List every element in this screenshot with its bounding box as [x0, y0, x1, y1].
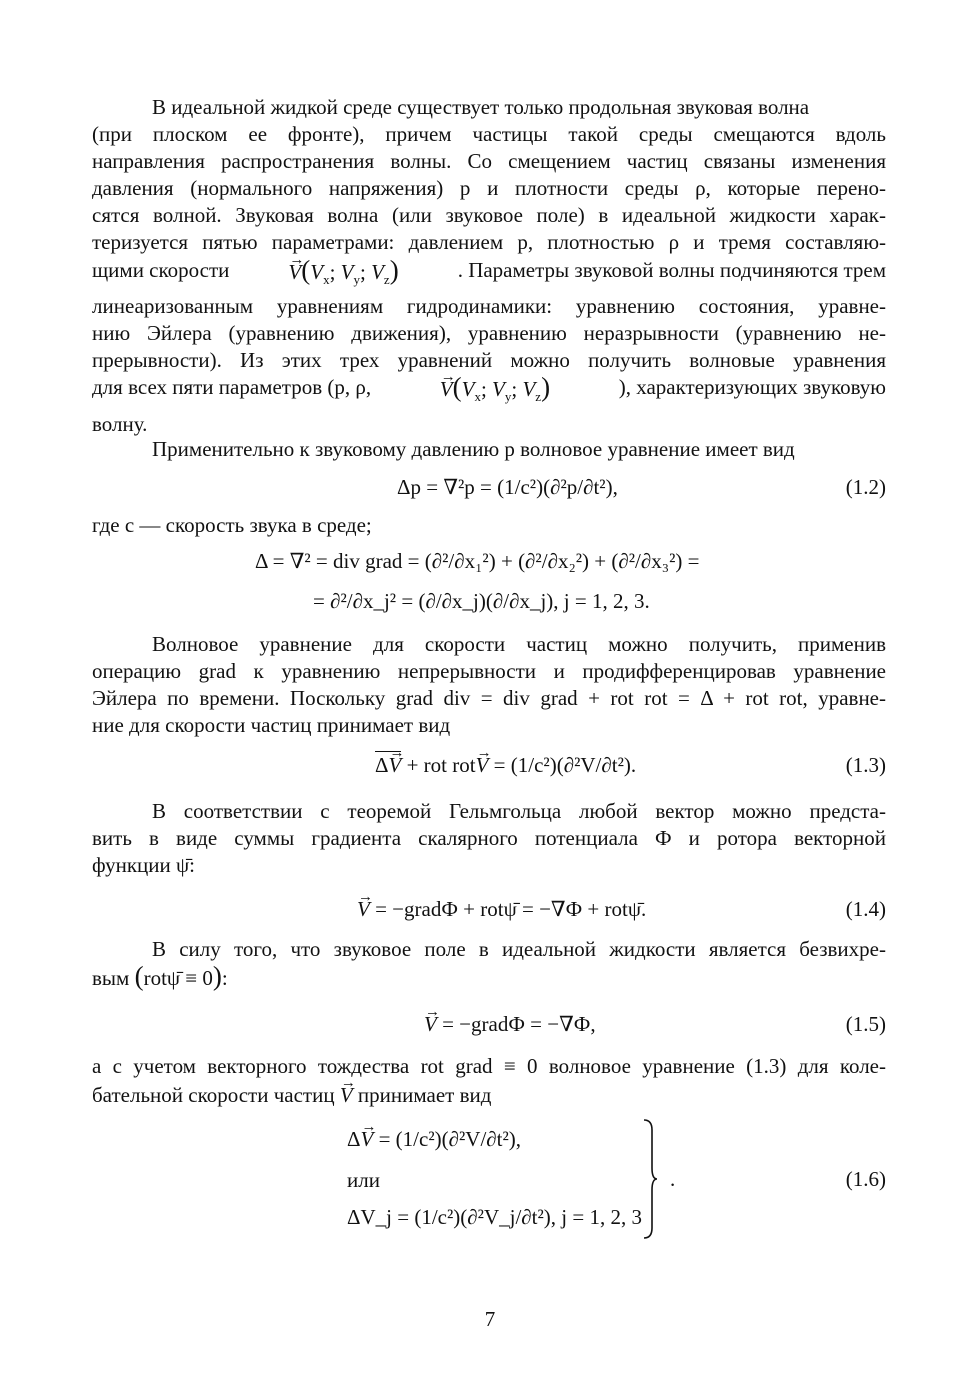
- text-fragment: принимает вид: [357, 1083, 492, 1107]
- equation-number: (1.3): [845, 753, 886, 777]
- text-line: Волновое уравнение для скорости частиц можно получить, применив: [152, 632, 886, 656]
- text-fragment: бательной скорости частиц: [92, 1083, 335, 1107]
- equation-1-5: → V = −gradФ = −∇Ф,: [424, 1011, 596, 1038]
- equation-1-6-dot: .: [670, 1167, 676, 1191]
- text-line: а с учетом векторного тождества rot grad ≡ 0 волновое уравнение (1.3) для коле-: [92, 1054, 886, 1078]
- text-line: прерывности). Из этих трех уравнений можно получить волновые уравнения: [92, 348, 886, 372]
- equation-fragment: = −gradФ = −∇Ф,: [436, 1012, 596, 1036]
- text-line: ние для скорости частиц принимает вид: [92, 713, 451, 737]
- text-fragment: для всех пяти параметров (p, ρ,: [92, 375, 372, 399]
- equation-1-2: Δp = ∇²p = (1/c²)(∂²p/∂t²),: [397, 475, 618, 499]
- text-line: теризуется пятью параметрами: давлением p, плотностью ρ и тремя составляю-: [92, 230, 886, 254]
- laplacian-definition-line1: Δ = ∇² = div grad = (∂²/∂x₁²) + (∂²/∂x₂²) + (∂²/∂x₃²) =: [255, 549, 700, 573]
- text-line: сятся волной. Звуковая волна (или звуковое поле) в идеальной жидкости харак-: [92, 203, 886, 227]
- text-fragment: вым: [92, 966, 130, 990]
- text-fragment: :: [221, 966, 228, 990]
- text-line-oscillatory: бательной скорости частиц → V принимает вид: [92, 1082, 886, 1109]
- equation-number: (1.4): [845, 897, 886, 921]
- text-line: Эйлера по времени. Поскольку grad div = div grad + rot rot = Δ + rot rot, уравне-: [92, 686, 886, 710]
- laplacian-definition-line2: = ∂²/∂x_j² = (∂/∂x_j)(∂/∂x_j), j = 1, 2, 3.: [313, 589, 650, 613]
- text-line: нию Эйлера (уравнению движения), уравнению неразрывности (уравнению не-: [92, 321, 886, 345]
- text-line: линеаризованным уравнениям гидродинамики: уравнению состояния, уравне-: [92, 294, 886, 318]
- text-line-irrotational: вым (rotψ̄ ≡ 0):: [92, 961, 228, 991]
- text-fragment: ), характеризующих звуковую: [618, 375, 886, 399]
- equation-fragment: = −gradФ + rotψ̄ = −∇Ф + rotψ̄.: [369, 897, 647, 921]
- text-line: В соответствии с теоремой Гельмгольца любой вектор можно предста-: [152, 799, 886, 823]
- text-line: давления (нормального напряжения) p и плотности среды ρ, которые перено-: [92, 176, 886, 200]
- text-line: В идеальной жидкой среде существует только продольная звуковая волна: [152, 95, 810, 119]
- equation-1-6-line3: ΔV_j = (1/c²)(∂²V_j/∂t²), j = 1, 2, 3: [347, 1205, 642, 1229]
- right-brace-icon: [642, 1118, 658, 1240]
- velocity-expression: → $V(V_x$; $V_y$; $V_z$): [440, 374, 550, 403]
- text-line: вить в виде суммы градиента скалярного потенциала Ф и ротора векторной: [92, 826, 886, 850]
- text-line-velocity: [92, 257, 886, 286]
- equation-fragment: = (1/c²)(∂²V/∂t²).: [488, 753, 637, 777]
- text-line: функции ψ̄:: [92, 853, 195, 877]
- text-line: В силу того, что звуковое поле в идеальной жидкости является безвихре-: [152, 937, 886, 961]
- equation-number: (1.6): [845, 1167, 886, 1191]
- text-fragment: щими скорости: [92, 258, 230, 282]
- text-fragment: . Параметры звуковой волны подчиняются трем: [457, 258, 886, 282]
- equation-1-3: Δ→ V + rot rot→ V = (1/c²)(∂²V/∂t²).: [375, 752, 636, 779]
- equation-fragment: + rot rot: [401, 753, 476, 777]
- text-line: где c — скорость звука в среде;: [92, 513, 372, 537]
- equation-number: (1.5): [845, 1012, 886, 1036]
- equation-number: (1.2): [845, 475, 886, 499]
- page-number: 7: [484, 1307, 496, 1331]
- math-fragment: rotψ̄ ≡ 0: [143, 966, 213, 990]
- text-line: операцию grad к уравнению непрерывности и продифференцировав уравнение: [92, 659, 886, 683]
- text-line-parameters: [92, 374, 886, 403]
- text-line: волну.: [92, 412, 148, 436]
- text-line: Применительно к звуковому давлению p волновое уравнение имеет вид: [152, 437, 795, 461]
- velocity-expression: → $V(V_x$; $V_y$; $V_z$): [288, 257, 398, 286]
- equation-1-6-or: или: [347, 1168, 380, 1192]
- text-line: направления распространения волны. Со смещением частиц связаны изменения: [92, 149, 886, 173]
- equation-fragment: = (1/c²)(∂²V/∂t²),: [373, 1127, 522, 1151]
- text-line: (при плоском ее фронте), причем частицы такой среды смещаются вдоль: [92, 122, 886, 146]
- equation-1-4: → V = −gradФ + rotψ̄ = −∇Ф + rotψ̄.: [357, 896, 646, 923]
- equation-1-6-line1: Δ→ V = (1/c²)(∂²V/∂t²),: [347, 1126, 521, 1153]
